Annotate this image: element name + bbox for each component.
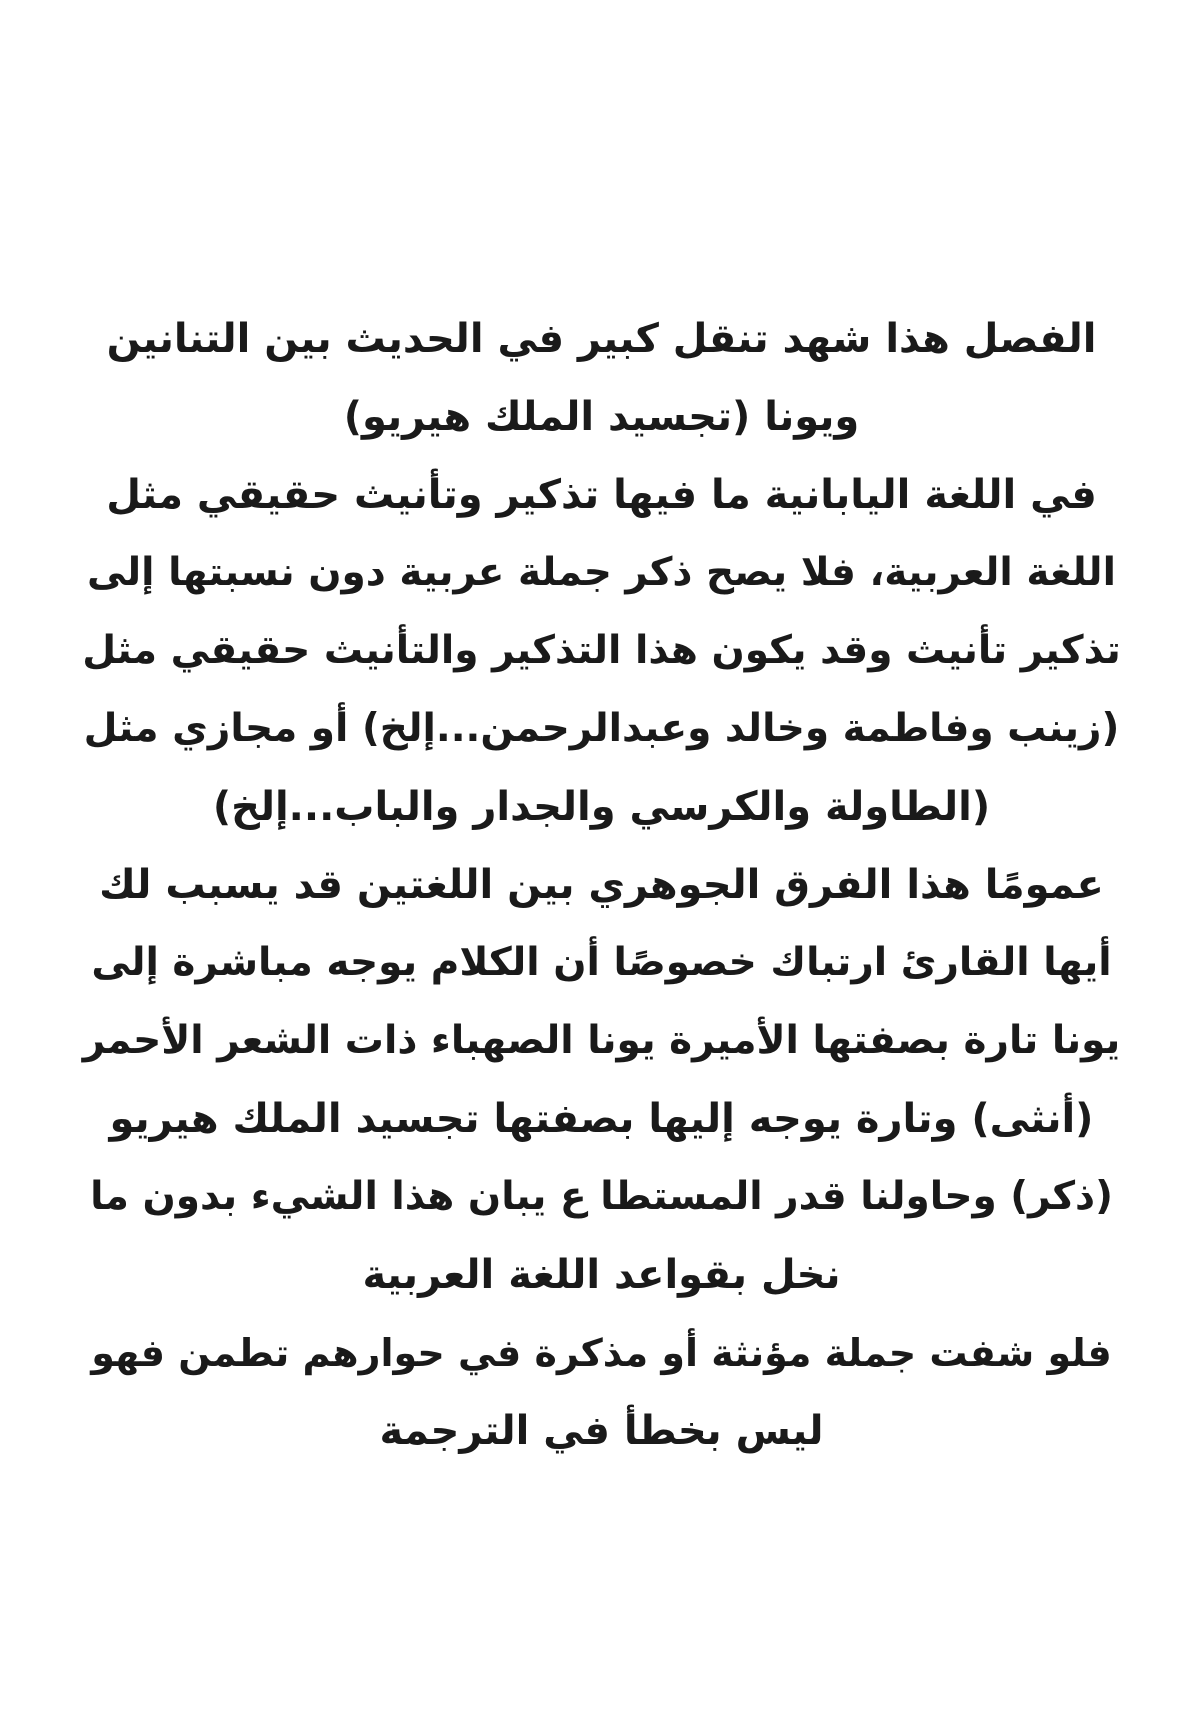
text-line: اللغة العربية، فلا يصح ذكر جملة عربية دون نسبتها إلى <box>87 550 1116 595</box>
text-line: (ذكر) وحاولنا قدر المستطا ع يبان هذا الشيء بدون ما <box>90 1174 1113 1219</box>
text-line: ويونا (تجسيد الملك هيريو) <box>343 394 860 440</box>
text-line: (أنثى) وتارة يوجه إليها بصفتها تجسيد الملك هيريو <box>109 1096 1094 1142</box>
text-line: أيها القارئ ارتباك خصوصًا أن الكلام يوجه مباشرة إلى <box>91 940 1112 985</box>
text-line: الفصل هذا شهد تنقل كبير في الحديث بين التنانين <box>106 316 1097 362</box>
text-line: في اللغة اليابانية ما فيها تذكير وتأنيث حقيقي مثل <box>106 472 1097 518</box>
text-line: (الطاولة والكرسي والجدار والباب...إلخ) <box>212 784 991 830</box>
text-line: تذكير تأنيث وقد يكون هذا التذكير والتأنيث حقيقي مثل <box>82 628 1121 673</box>
text-line: يونا تارة بصفتها الأميرة يونا الصهباء ذات الشعر الأحمر <box>82 1018 1121 1063</box>
translator-note <box>80 300 1123 1470</box>
text-line: (زينب وفاطمة وخالد وعبدالرحمن...إلخ) أو مجازي مثل <box>83 706 1120 751</box>
text-line: نخل بقواعد اللغة العربية <box>362 1252 841 1298</box>
text-line: فلو شفت جملة مؤنثة أو مذكرة في حوارهم تطمن فهو <box>91 1331 1112 1375</box>
text-line: عمومًا هذا الفرق الجوهري بين اللغتين قد يسبب لك <box>99 862 1104 908</box>
text-line: ليس بخطأ في الترجمة <box>379 1408 824 1454</box>
